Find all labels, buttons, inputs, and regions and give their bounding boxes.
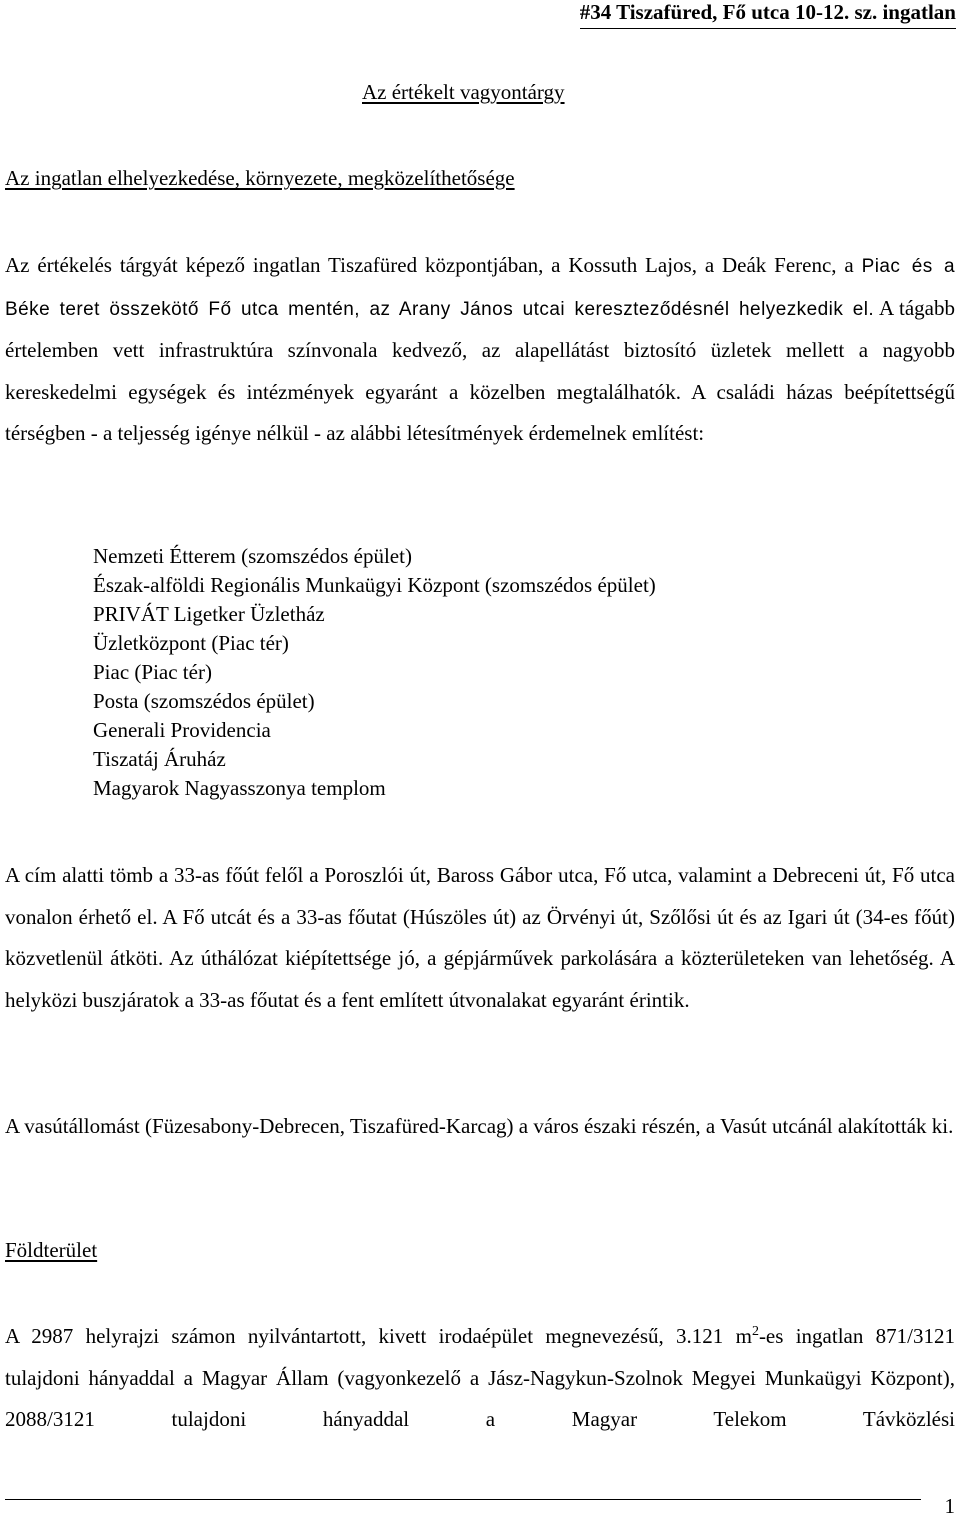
railway-paragraph: A vasútállomást (Füzesabony-Debrecen, Tiszafüred-Karcag) a város északi részén, a Vasút utcánál alakították ki. [5,1114,954,1138]
facility-item: Tiszatáj Áruház [93,747,226,771]
access-paragraph: A cím alatti tömb a 33-as főút felől a Poroszlói út, Baross Gábor utca, Fő utca, valamint a Debreceni út, Fő utca vonalon érhető el. A Fő utcát és a 33-as főutat (Húszöles út) az Örvényi út, Szőlősi út és az Igari út (34-es főút) közvetlenül átköti. Az úthálózat kiépítettsége jó, a gépjárművek parkolására a közterületeken van lehetőség. A helyközi buszjáratok a 33-as főutat és a fent említett útvonalakat egyaránt érintik. [5,863,955,1012]
land-text-before: A 2987 helyrajzi számon nyilvántartott, kivett irodaépület megnevezésű, 3.121 m [5,1324,752,1348]
footer-rule [5,1499,921,1500]
superscript-two: 2 [751,1324,759,1339]
intro-paragraph [5,245,955,455]
facility-item: Generali Providencia [93,718,271,742]
land-text-after: -es ingatlan 871/3121 tulajdoni hányaddal a Magyar Állam (vagyonkezelő a Jász-Nagykun-Szolnok Megyei Munkaügyi Központ), 2088/3121 tulajdoni hányaddal a Magyar Telekom Távközlési [5,1324,956,1431]
page-header [580,0,956,25]
facility-item: Posta (szomszédos épület) [93,689,315,713]
header-underline [580,28,956,29]
facilities-list [93,542,656,803]
facility-item: Nemzeti Étterem (szomszédos épület) [93,544,412,568]
facility-item: Magyarok Nagyasszonya templom [93,776,386,800]
intro-rest: A tágabb értelemben vett infrastruktúra színvonala kedvező, az alapellátást biztosító üzletek mellett a nagyobb kereskedelmi egységek és intézmények egyaránt a közelben megtalálhatók. A családi házas beépítettségű térségben - a teljesség igénye nélkül - az alábbi létesítmények érdemelnek említést: [5,295,955,445]
facility-item: Észak-alföldi Regionális Munkaügyi Központ (szomszédos épület) [93,573,656,597]
land-paragraph [5,1316,955,1441]
intro-sans-part: Piac és a Béke teret összekötő Fő utca mentén, az Arany János utcai kereszteződésnél helyezkedik el. [5,256,956,320]
page-number: 1 [944,1494,955,1518]
header-text: #34 Tiszafüred, Fő utca 10-12. sz. ingatlan [579,0,956,24]
facility-item: Üzletközpont (Piac tér) [93,631,289,655]
facility-item: Piac (Piac tér) [93,660,212,684]
intro-serif-part: Az értékelés tárgyát képező ingatlan Tiszafüred központjában, a Kossuth Lajos, a Deák Ferenc, a [5,253,854,277]
subsection-title: Az ingatlan elhelyezkedése, környezete, megközelíthetősége [5,166,515,190]
facility-item: PRIVÁT Ligetker Üzletház [93,602,325,626]
land-title: Földterület [5,1238,98,1262]
section-title: Az értékelt vagyontárgy [362,80,565,104]
